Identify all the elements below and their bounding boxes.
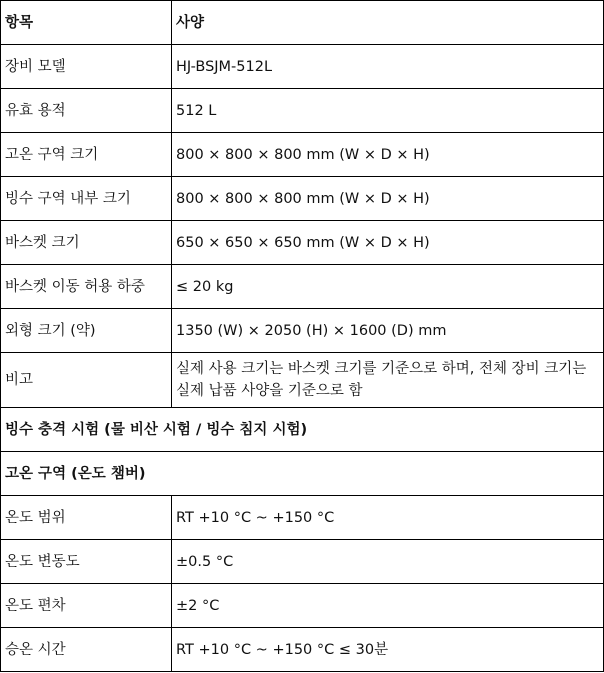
table-row xyxy=(1,309,604,353)
row-spec: 512 L xyxy=(172,89,604,133)
row-spec: 650 × 650 × 650 mm (W × D × H) xyxy=(172,221,604,265)
row-item: 고온 구역 크기 xyxy=(1,133,172,177)
row-item: 온도 변동도 xyxy=(1,540,172,584)
section-title-ice-water: 빙수 충격 시험 (물 비산 시험 / 빙수 침지 시험) xyxy=(1,408,604,452)
row-spec: ±0.5 °C xyxy=(172,540,604,584)
row-spec: 1350 (W) × 2050 (H) × 1600 (D) mm xyxy=(172,309,604,353)
row-spec: ±2 °C xyxy=(172,584,604,628)
row-spec: RT +10 °C ~ +150 °C ≤ 30분 xyxy=(172,628,604,672)
table-row xyxy=(1,133,604,177)
row-spec: 800 × 800 × 800 mm (W × D × H) xyxy=(172,177,604,221)
row-item: 바스켓 이동 허용 하중 xyxy=(1,265,172,309)
table-row xyxy=(1,540,604,584)
section-row xyxy=(1,452,604,496)
header-spec: 사양 xyxy=(172,1,604,45)
section-row xyxy=(1,408,604,452)
table-row xyxy=(1,177,604,221)
row-spec: HJ-BSJM-512L xyxy=(172,45,604,89)
row-item: 비고 xyxy=(1,353,172,408)
row-item: 승온 시간 xyxy=(1,628,172,672)
row-item: 외형 크기 (약) xyxy=(1,309,172,353)
table-row xyxy=(1,353,604,408)
table-row xyxy=(1,628,604,672)
row-item: 유효 용적 xyxy=(1,89,172,133)
table-row xyxy=(1,584,604,628)
row-item: 바스켓 크기 xyxy=(1,221,172,265)
section-title-high-temp: 고온 구역 (온도 챔버) xyxy=(1,452,604,496)
row-spec: RT +10 °C ~ +150 °C xyxy=(172,496,604,540)
row-spec-note: 실제 사용 크기는 바스켓 크기를 기준으로 하며, 전체 장비 크기는 실제 납품 사양을 기준으로 함 xyxy=(172,353,604,408)
table-row xyxy=(1,89,604,133)
row-item: 빙수 구역 내부 크기 xyxy=(1,177,172,221)
table-row xyxy=(1,265,604,309)
header-item: 항목 xyxy=(1,1,172,45)
table-row xyxy=(1,221,604,265)
row-item: 장비 모델 xyxy=(1,45,172,89)
table-row xyxy=(1,45,604,89)
table-row xyxy=(1,496,604,540)
row-item: 온도 범위 xyxy=(1,496,172,540)
table-header-row xyxy=(1,1,604,45)
row-item: 온도 편차 xyxy=(1,584,172,628)
row-spec: ≤ 20 kg xyxy=(172,265,604,309)
row-spec: 800 × 800 × 800 mm (W × D × H) xyxy=(172,133,604,177)
